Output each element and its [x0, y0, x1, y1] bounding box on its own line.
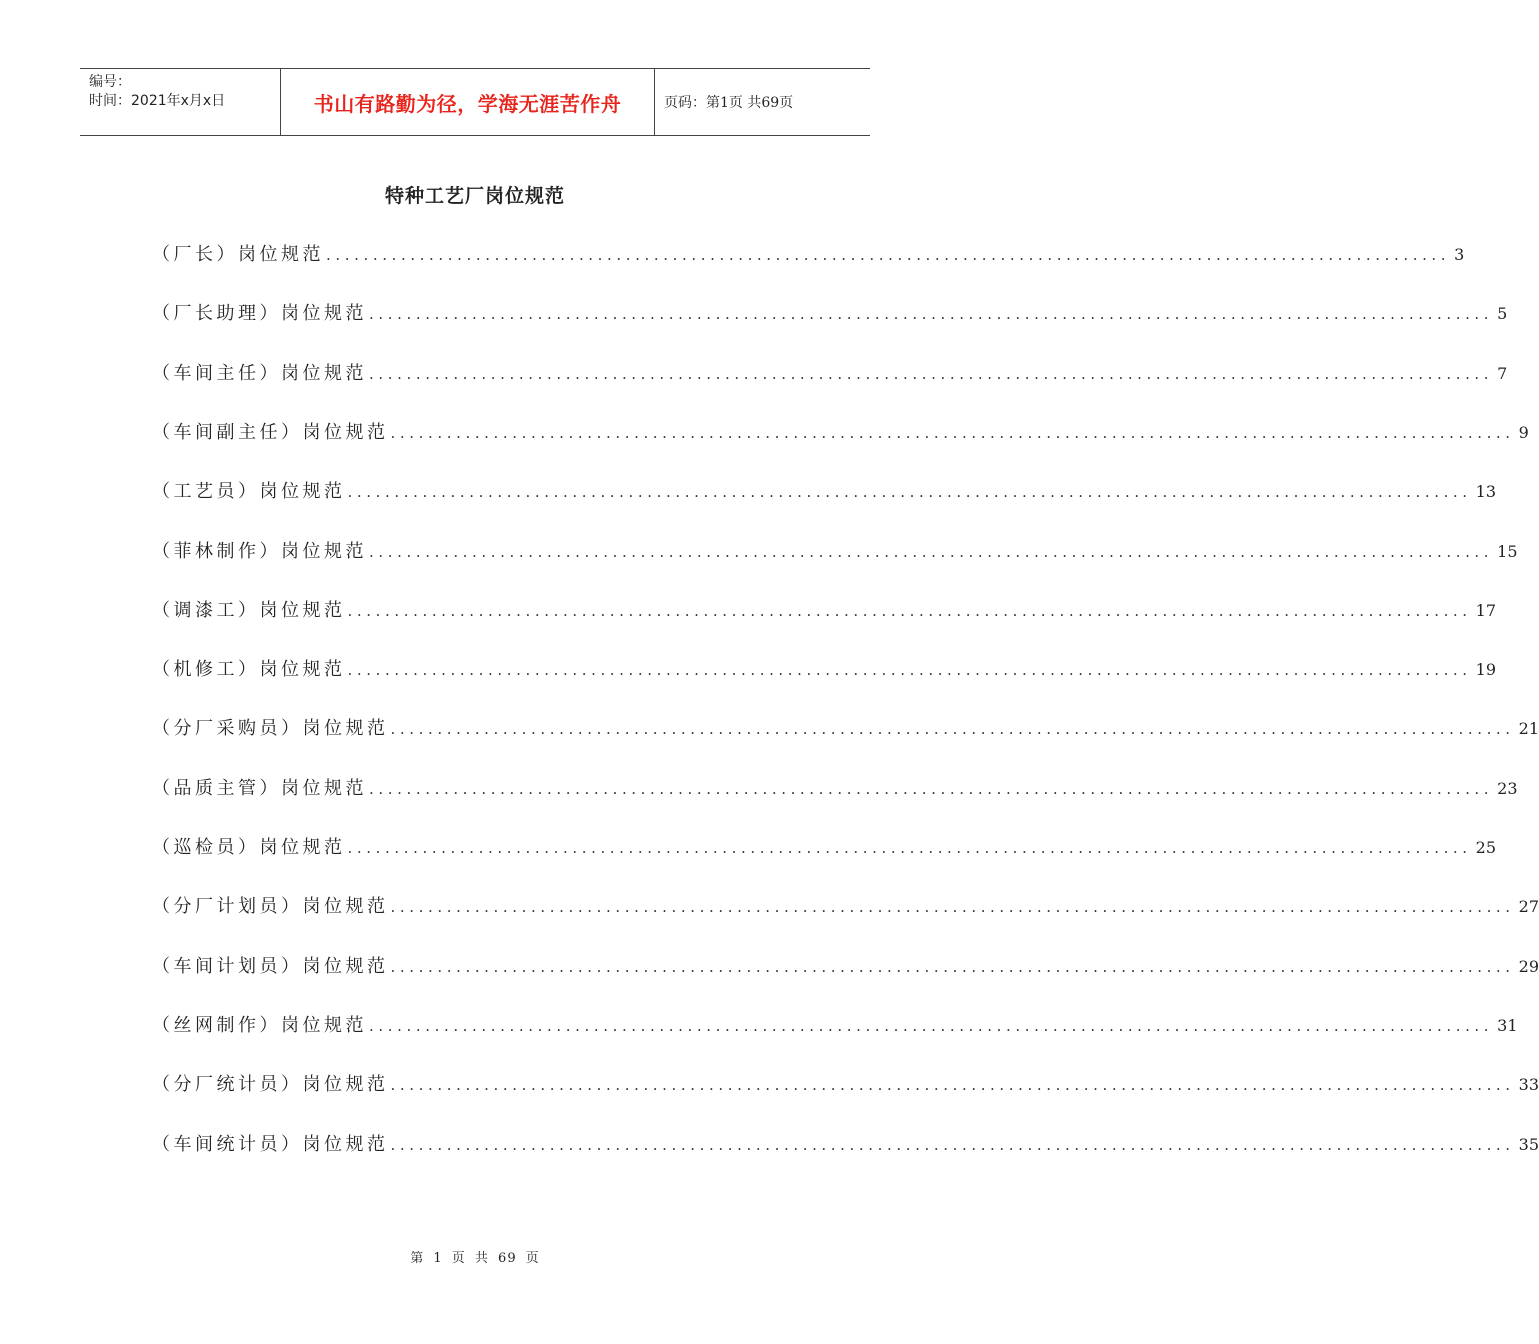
toc-leader-dots: ........................................................................................................................	[347, 661, 1472, 680]
toc-entry-page: 17	[1475, 600, 1497, 620]
toc-leader-dots: ........................................................................................................................	[390, 957, 1515, 976]
toc-entry-page: 15	[1497, 541, 1518, 561]
toc-entry[interactable]	[152, 655, 1497, 685]
toc-entry-page: 23	[1497, 778, 1518, 798]
toc-entry-label: （车间计划员）岗位规范	[152, 955, 389, 977]
toc-entry-page: 7	[1497, 363, 1508, 383]
document-number-label: 编号：	[89, 74, 131, 90]
page-footer: 第 1 页 共 69 页	[410, 1251, 540, 1266]
toc-entry[interactable]	[152, 892, 1539, 922]
toc-entry-page: 29	[1518, 956, 1539, 976]
toc-entry[interactable]	[152, 477, 1497, 507]
toc-entry-label: （厂长）岗位规范	[152, 244, 324, 265]
toc-entry-page: 25	[1475, 838, 1497, 857]
toc-entry-label: （调漆工）岗位规范	[152, 599, 346, 621]
toc-entry-page: 13	[1475, 482, 1497, 502]
toc-entry-label: （巡检员）岗位规范	[152, 837, 346, 858]
toc-leader-dots: ........................................................................................................................	[390, 720, 1515, 739]
toc-entry-label: （分厂计划员）岗位规范	[152, 896, 389, 918]
toc-entry-label: （丝网制作）岗位规范	[152, 1014, 367, 1036]
toc-entry-label: （分厂采购员）岗位规范	[152, 718, 389, 740]
toc-entry[interactable]	[152, 537, 1518, 567]
toc-leader-dots: ........................................................................................................................	[326, 246, 1451, 264]
toc-entry[interactable]	[152, 299, 1508, 329]
toc-leader-dots: ........................................................................................................................	[390, 1135, 1515, 1154]
toc-leader-dots: ........................................................................................................................	[369, 364, 1494, 383]
toc-entry-label: （厂长助理）岗位规范	[152, 303, 367, 325]
toc-entry-label: （车间统计员）岗位规范	[152, 1133, 389, 1155]
toc-entry[interactable]	[152, 596, 1497, 626]
toc-entry-page: 31	[1497, 1015, 1518, 1035]
toc-leader-dots: ........................................................................................................................	[369, 305, 1494, 324]
toc-entry-page: 19	[1475, 660, 1497, 680]
toc-entry-label: （品质主管）岗位规范	[152, 777, 367, 799]
toc-entry[interactable]	[152, 240, 1465, 270]
toc-leader-dots: ........................................................................................................................	[347, 601, 1472, 620]
toc-entry-page: 33	[1518, 1075, 1539, 1095]
toc-entry-page: 21	[1518, 719, 1539, 739]
toc-entry-label: （菲林制作）岗位规范	[152, 540, 367, 562]
toc-entry[interactable]	[152, 774, 1518, 804]
toc-entry[interactable]	[152, 1130, 1539, 1160]
toc-entry[interactable]	[152, 1011, 1518, 1041]
toc-entry[interactable]	[152, 418, 1529, 448]
document-header	[80, 68, 870, 136]
document-title: 特种工艺厂岗位规范	[384, 185, 565, 207]
toc-entry-page: 27	[1518, 897, 1539, 917]
document-date: 时间：2021年x月x日	[89, 93, 226, 109]
toc-entry-label: （分厂统计员）岗位规范	[152, 1074, 389, 1096]
toc-entry-page: 35	[1518, 1134, 1539, 1154]
toc-leader-dots: ........................................................................................................................	[390, 423, 1515, 442]
toc-entry-page: 5	[1497, 304, 1508, 324]
toc-entry[interactable]	[152, 952, 1539, 982]
toc-entry-page: 3	[1454, 245, 1465, 264]
toc-entry[interactable]	[152, 359, 1508, 389]
header-motto: 书山有路勤为径，学海无涯苦作舟	[281, 69, 655, 135]
toc-leader-dots: ........................................................................................................................	[347, 839, 1472, 857]
toc-leader-dots: ........................................................................................................................	[347, 483, 1472, 502]
toc-leader-dots: ........................................................................................................................	[390, 898, 1515, 917]
toc-entry[interactable]	[152, 714, 1539, 744]
toc-entry-page: 9	[1518, 422, 1529, 442]
toc-leader-dots: ........................................................................................................................	[369, 1016, 1494, 1035]
toc-entry[interactable]	[152, 1070, 1539, 1100]
toc-entry-label: （车间副主任）岗位规范	[152, 421, 389, 443]
toc-leader-dots: ........................................................................................................................	[369, 542, 1494, 561]
toc-leader-dots: ........................................................................................................................	[390, 1076, 1515, 1095]
header-meta	[80, 69, 281, 135]
toc-entry[interactable]	[152, 833, 1497, 863]
toc-entry-label: （工艺员）岗位规范	[152, 481, 346, 503]
toc-entry-label: （机修工）岗位规范	[152, 659, 346, 681]
header-page-info: 页码：第1页 共69页	[664, 95, 794, 111]
toc-leader-dots: ........................................................................................................................	[369, 779, 1494, 798]
toc-entry-label: （车间主任）岗位规范	[152, 362, 367, 384]
